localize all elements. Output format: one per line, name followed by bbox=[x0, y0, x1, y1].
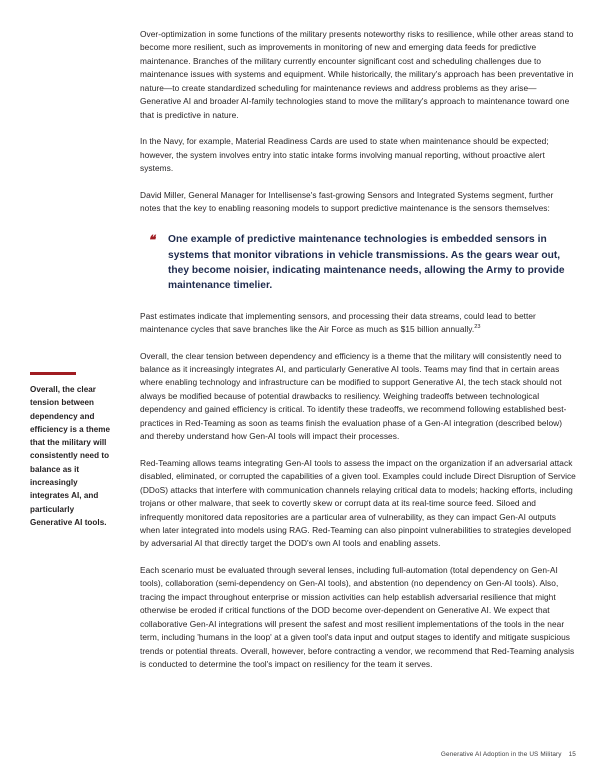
page-footer bbox=[0, 751, 576, 758]
body-paragraph: Over-optimization in some functions of the military presents noteworthy risks to resilience, while other areas stand to become more resilient, such as improvements in monitoring of new and emerging data feeds for predictive maintenance. Branches of the military currently encounter significant cost and scheduling challenges due to maintenance issues with systems and equipment. While historically, the military's approach has been preventative in nature—to create standardized scheduling for maintenance reviews and address problems as they arise—Generative AI and broader AI-family technologies stand to move the military's approach to maintenance toward one that is predictive in nature. bbox=[140, 29, 574, 120]
quotation-mark-icon: ❝ bbox=[148, 233, 155, 248]
main-content-column bbox=[140, 28, 576, 672]
body-paragraph: Overall, the clear tension between dependency and efficiency is a theme that the military will consistently need to balance as it increasingly integrates AI, and particularly Generative AI tools. Teams may find that in certain areas where enabling technology and infrastructure can be modified to support Generative AI, the tech stack should not always be modified because of potential drawbacks to resiliency. Weighing tradeoffs between technological dependency and gained efficiency is critical. To identify these tradeoffs, we recommend following established best-practices in Red-Teaming as soon as teams finish the evaluation phase of a Gen-AI integration (described below) and thereby understand how Gen-AI tools will impact their processes. bbox=[140, 350, 567, 442]
footer-page-number: 15 bbox=[568, 751, 576, 758]
body-paragraph: David Miller, General Manager for Intellisense's fast-growing Sensors and Integrated Systems segment, further notes that the key to enabling reasoning models to support predictive maintenance is the sensors themselves: bbox=[140, 189, 554, 213]
body-paragraph: Each scenario must be evaluated through several lenses, including full-automation (total dependency on Gen-AI tools), collaboration (semi-dependency on Gen-AI tools), and abstention (no dependency on Gen-AI tools). Also, tracing the impact throughout enterprise or mission activities can help establish adversarial resilience that might otherwise be eroded if critical functions of the DOD become over-dependent on Generative AI. We expect that collaborative Gen-AI integrations will present the safest and most resilient implementations of the tools in the near term, including 'humans in the loop' at a given tool's data input and output stages to identify and mitigate suspicious trends or potential threats. Overall, however, before contracting a vendor, we recommend that Red-Teaming analysis is conducted to determine the tool's impact on resiliency for the team it serves. bbox=[140, 564, 575, 670]
body-paragraph-with-footnote bbox=[140, 310, 576, 337]
footnote-reference[interactable]: 23 bbox=[474, 324, 481, 331]
sidebar-pull-quote-text: Overall, the clear tension between dependency and efficiency is a theme that the military will consistently need to balance as it increasingly integrates AI, and particularly Generative AI tools. bbox=[30, 385, 111, 527]
footer-document-title: Generative AI Adoption in the US Military bbox=[440, 751, 562, 758]
body-paragraph: In the Navy, for example, Material Readiness Cards are used to state when maintenance should be expected; however, the system involves entry into static intake forms involving manual reporting, without proactive alert systems. bbox=[140, 136, 549, 174]
pull-quote bbox=[140, 232, 576, 293]
paragraph-text: Past estimates indicate that implementing sensors, and processing their data streams, could lead to better maintenance cycles that save branches like the Air Force as much as $15 billion annually. bbox=[140, 310, 536, 335]
body-paragraph: Red-Teaming allows teams integrating Gen-AI tools to assess the impact on the organization if an adversarial attack disabled, eliminated, or corrupted the capabilities of a given tool. Examples could include Direct Disruption of Service (DDoS) attacks that interfere with communication channels relaying critical data to models; hacking efforts, including trojans or other malware, that seek to covertly skew or corrupt data at its real-time source feed. Siloed and infrequently monitored data repositories are a particular area of vulnerability, as they can impact Gen-AI outputs when later integrated into models using RAG. Red-Teaming can also pinpoint vulnerabilities to strategies developed by adversarial AI that directly target the DOD's own AI tools and enabling assets. bbox=[140, 457, 576, 549]
pull-quote-text: One example of predictive maintenance technologies is embedded sensors in systems that monitor vibrations in vehicle transmissions. As the gears wear out, they become noisier, indicating maintenance needs, allowing the Army to provide maintenance timelier. bbox=[168, 234, 565, 292]
accent-rule bbox=[30, 372, 76, 375]
sidebar-pull-quote bbox=[30, 372, 116, 529]
